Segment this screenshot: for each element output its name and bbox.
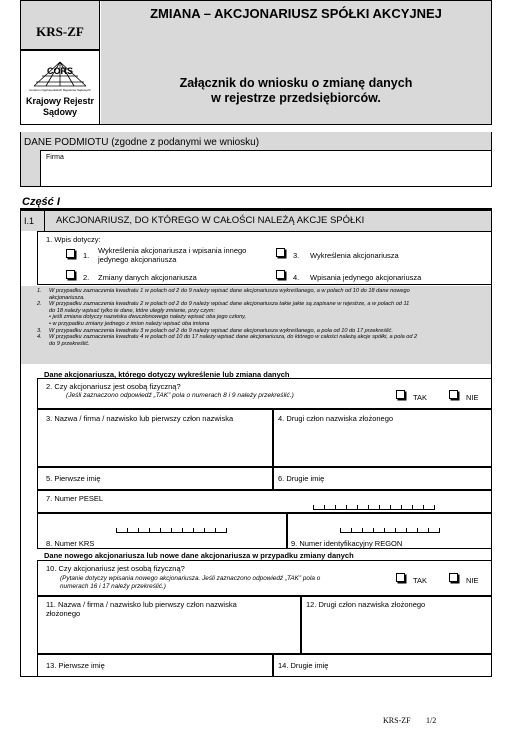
- q2-hint: (Jeśli zaznaczono odpowiedź „TAK” pola o numerach 8 i 9 należy przekreślić.): [66, 392, 294, 399]
- krs-ticks: [116, 528, 227, 533]
- note-text: do 18 należy wpisać tylko te dane, które uległy zmianie, przy czym:: [49, 307, 216, 314]
- field-9-label: 9. Numer identyfikacyjny REGON: [291, 539, 403, 548]
- field-12-label: 12. Drugi człon nazwiska złożonego: [306, 600, 426, 609]
- section-title: AKCJONARIUSZ, DO KTÓREGO W CAŁOŚCI NALEŻĄ AKCJE SPÓŁKI: [56, 215, 365, 226]
- field-6-label: 6. Drugie imię: [278, 474, 325, 483]
- note-number: 3.: [37, 327, 42, 334]
- option-2-label: Zmiany danych akcjonariusza: [98, 273, 197, 282]
- registry-name-2: Sądowy: [42, 107, 77, 117]
- option-4-label: Wpisania jedynego akcjonariusza: [310, 273, 422, 282]
- note-text: W przypadku zaznaczenia kwadratu 2 w polach od 2 do 9 należy wpisać dane akcjonariusza takie jakie są zapisane w rejestrze, a w polach od 11: [49, 301, 410, 308]
- field-11-label-1: 11. Nazwa / firma / nazwisko lub pierwszy człon nazwiska: [46, 600, 237, 609]
- q10-no-checkbox[interactable]: [449, 573, 458, 582]
- option-1-number: 1.: [83, 251, 90, 260]
- note-number: 1.: [37, 288, 42, 294]
- page-title: ZMIANA – AKCJONARIUSZ SPÓŁKI AKCYJNEJ: [150, 6, 442, 21]
- note-text: W przypadku zaznaczenia kwadratu 3 w polach od 2 do 9 należy wpisać dane akcjonariusza wykreślanego, a pola od 10 do 17 przekreślić.: [49, 327, 393, 334]
- regon-ticks: [340, 528, 440, 533]
- q10-hint-2: numerach 16 i 17 należy przekreślić.): [60, 583, 166, 590]
- part-title: Część I: [22, 196, 60, 208]
- field-14-label: 14. Drugie imię: [278, 661, 329, 670]
- page-subtitle-1: Załącznik do wniosku o zmianę danych: [179, 76, 413, 90]
- note-text: akcjonariusza.: [49, 294, 85, 301]
- subject-heading: DANE PODMIOTU (zgodne z podanymi we wniosku): [24, 137, 260, 148]
- note-number: 2.: [37, 301, 42, 308]
- q2-no-checkbox[interactable]: [449, 390, 458, 399]
- note-text: • w przypadku zmiany jednego z imion należy wpisać oba imiona: [49, 321, 210, 327]
- registry-name-1: Krajowy Rejestr: [25, 96, 95, 106]
- logo-small-text: Centrum Ogólnopolskich Rejestrów Sądowych: [29, 88, 91, 92]
- footer-page-number: 1/2: [426, 716, 437, 725]
- entry-type-label: 1. Wpis dotyczy:: [46, 235, 101, 244]
- firma-label: Firma: [46, 154, 64, 161]
- form-code: KRS-ZF: [36, 24, 84, 39]
- logo-text: CORS: [46, 66, 73, 76]
- q10-yes-label: TAK: [413, 576, 428, 585]
- old-data-heading: Dane akcjonariusza, którego dotyczy wykreślenie lub zmiana danych: [44, 370, 290, 379]
- option-1-line1: Wykreślenia akcjonariusza i wpisania innego: [98, 246, 247, 255]
- note-text: do 9 przekreślić.: [49, 340, 90, 347]
- q10-label: 10. Czy akcjonariusz jest osobą fizyczną?: [46, 564, 185, 573]
- field-4-label: 4. Drugi człon nazwiska złożonego: [278, 414, 394, 423]
- option-2-checkbox[interactable]: [66, 270, 75, 279]
- q10-yes-checkbox[interactable]: [396, 573, 405, 582]
- option-1-line2: jedynego akcjonariusza: [98, 255, 177, 264]
- q2-no-label: NIE: [466, 393, 479, 402]
- q2-label: 2. Czy akcjonariusz jest osobą fizyczną?: [46, 382, 181, 391]
- field-3-label: 3. Nazwa / firma / nazwisko lub pierwszy człon nazwiska: [46, 414, 234, 423]
- field-7-label: 7. Numer PESEL: [46, 494, 104, 503]
- firma-field[interactable]: [40, 150, 492, 187]
- note-text: • jeśli zmiana dotyczy nazwiska dwuczłonowego należy wpisać oba jego człony,: [49, 314, 247, 321]
- note-text: W przypadku zaznaczenia kwadratu 4 w polach od 10 do 17 należy wpisać dane akcjonariusza, do którego w całości należą akcje spółki, a pola od 2: [49, 334, 418, 341]
- q10-hint-1: (Pytanie dotyczy wpisania nowego akcjonariusza. Jeśli zaznaczono odpowiedź „TAK” pola o: [60, 575, 321, 582]
- option-3-label: Wykreślenia akcjonariusza: [310, 251, 399, 260]
- footer-form-code: KRS-ZF: [383, 716, 411, 725]
- section-num-divider: [44, 211, 45, 231]
- q10-no-label: NIE: [466, 576, 479, 585]
- new-data-heading: Dane nowego akcjonariusza lub nowe dane akcjonariusza w przypadku zmiany danych: [44, 551, 354, 560]
- field-13-label: 13. Pierwsze imię: [46, 661, 105, 670]
- option-3-number: 3.: [293, 251, 300, 260]
- field-8-label: 8. Numer KRS: [46, 539, 95, 548]
- option-3-checkbox[interactable]: [276, 248, 285, 257]
- option-2-number: 2.: [83, 273, 90, 282]
- page-subtitle-2: w rejestrze przedsiębiorców.: [211, 91, 381, 105]
- field-5-label: 5. Pierwsze imię: [46, 474, 101, 483]
- section-number: I.1: [24, 216, 35, 226]
- note-number: 4.: [37, 334, 42, 341]
- pesel-ticks: [313, 505, 435, 510]
- option-4-number: 4.: [293, 273, 300, 282]
- note-text: W przypadku zaznaczenia kwadratu 1 w polach od 2 do 9 należy wpisać dane akcjonariusza wykreślanego, a w polach od 10 do 18 dane nowego: [49, 288, 410, 294]
- option-1-checkbox[interactable]: [66, 249, 75, 258]
- q2-yes-label: TAK: [413, 393, 428, 402]
- field-11-label-2: złożonego: [46, 609, 81, 618]
- option-4-checkbox[interactable]: [276, 270, 285, 279]
- q2-yes-checkbox[interactable]: [396, 390, 405, 399]
